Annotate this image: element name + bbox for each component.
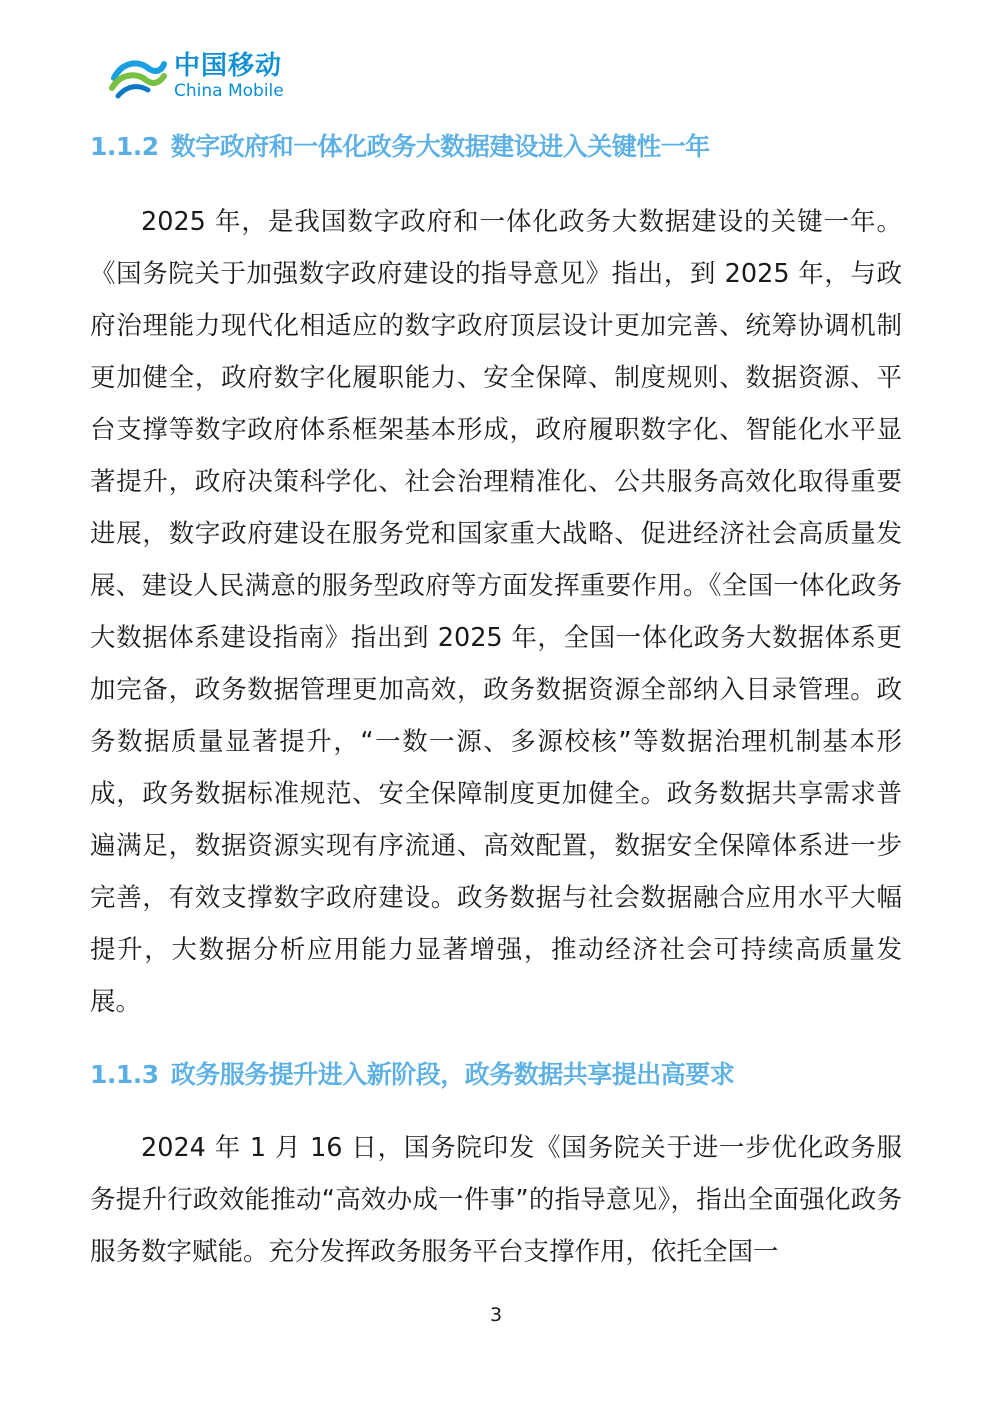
section-number: 1.1.3	[90, 1060, 159, 1089]
section-title: 政务服务提升进入新阶段，政务数据共享提出高要求	[170, 1060, 735, 1089]
section-title: 数字政府和一体化政务大数据建设进入关键性一年	[170, 132, 710, 161]
section-1-1-2-paragraph: 2025 年，是我国数字政府和一体化政务大数据建设的关键一年。《国务院关于加强数字政府建设的指导意见》指出，到 2025 年，与政府治理能力现代化相适应的数字政府顶层设计更加完善、统筹协调机制更加健全，政府数字化履职能力、安全保障、制度规则、数据资源、平台支撑等数字政府体系框架基本形成，政府履职数字化、智能化水平显著提升，政府决策科学化、社会治理精准化、公共服务高效化取得重要进展，数字政府建设在服务党和国家重大战略、促进经济社会高质量发展、建设人民满意的服务型政府等方面发挥重要作用。《全国一体化政务大数据体系建设指南》指出到 2025 年，全国一体化政务大数据体系更加完备，政务数据管理更加高效，政务数据资源全部纳入目录管理。政务数据质量显著提升，“一数一源、多源校核”等数据治理机制基本形成，政务数据标准规范、安全保障制度更加健全。政务数据共享需求普遍满足，数据资源实现有序流通、高效配置，数据安全保障体系进一步完善，有效支撑数字政府建设。政务数据与社会数据融合应用水平大幅提升，大数据分析应用能力显著增强，推动经济社会可持续高质量发展。	[90, 207, 902, 1017]
section-1-1-3-paragraph: 2024 年 1 月 16 日，国务院印发《国务院关于进一步优化政务服务提升行政效能推动“高效办成一件事”的指导意见》，指出全面强化政务服务数字赋能。充分发挥政务服务平台支撑作用，依托全国一	[90, 1133, 902, 1267]
page-number: 3	[489, 1304, 503, 1326]
logo-english-name: China Mobile	[174, 81, 284, 101]
section-number: 1.1.2	[90, 132, 159, 161]
section-heading-1-1-3	[90, 1058, 910, 1092]
china-mobile-logo	[108, 48, 284, 104]
section-heading-1-1-2	[90, 130, 910, 164]
logo-chinese-name: 中国移动	[174, 51, 283, 81]
china-mobile-logo-icon	[108, 48, 168, 104]
